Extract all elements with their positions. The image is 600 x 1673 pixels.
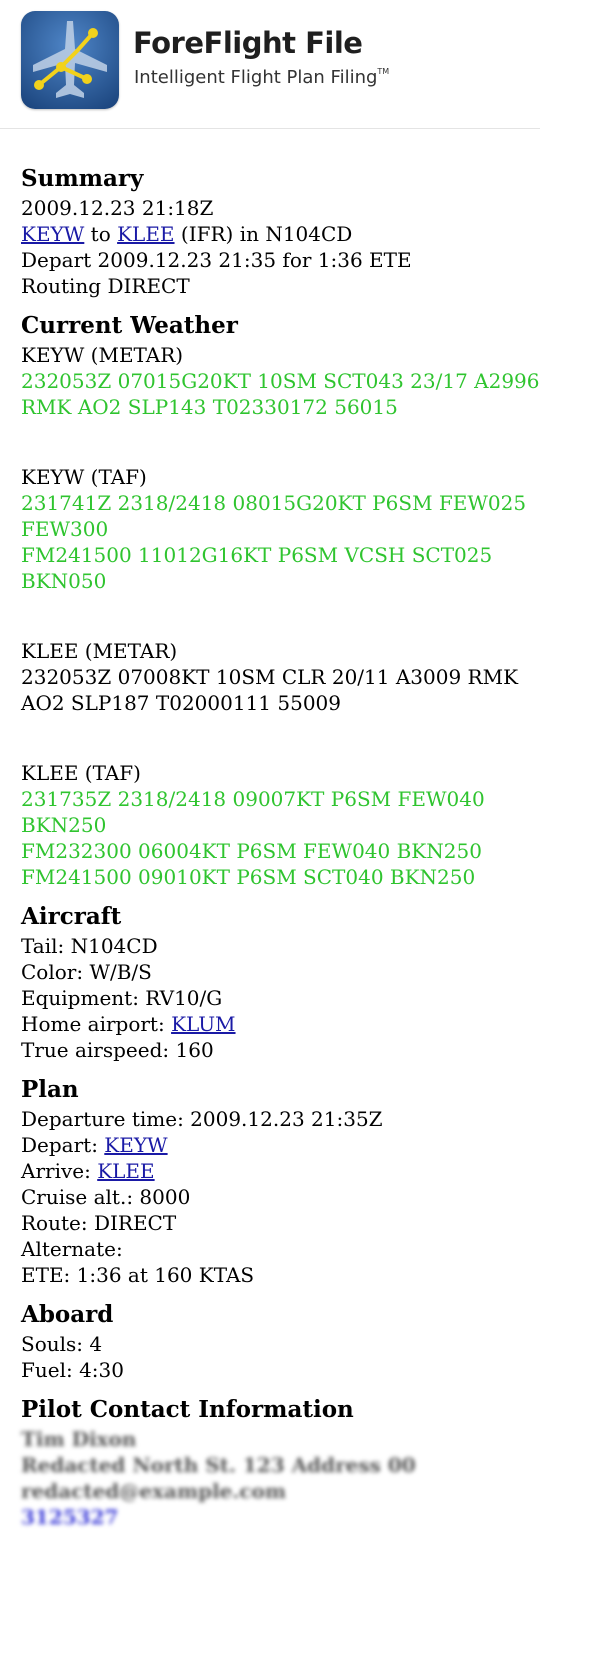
plan-cruise: Cruise alt.: 8000 — [21, 1185, 191, 1209]
aircraft-heading: Aircraft — [21, 903, 122, 930]
summary-heading: Summary — [21, 165, 144, 192]
plan-arrive-label: Arrive: — [21, 1159, 98, 1183]
weather-report-line: RMK AO2 SLP143 T02330172 56015 — [21, 395, 398, 419]
weather-report-line: 231735Z 2318/2418 09007KT P6SM FEW040 — [21, 787, 485, 811]
plan-route: Route: DIRECT — [21, 1211, 177, 1235]
aircraft-tail: Tail: N104CD — [21, 934, 158, 958]
aircraft-tas: True airspeed: 160 — [21, 1038, 214, 1062]
plan-heading: Plan — [21, 1076, 79, 1103]
weather-report-label: KEYW (METAR) — [21, 343, 184, 367]
plan-arrive — [21, 1158, 581, 1184]
pilot-name: Tim Dixon — [21, 1427, 137, 1451]
aircraft-home-airport — [21, 1011, 581, 1037]
home-airport-link[interactable]: KLUM — [171, 1012, 236, 1036]
destination-airport-link[interactable]: KLEE — [117, 222, 175, 246]
plan-departure-time: Departure time: 2009.12.23 21:35Z — [21, 1107, 383, 1131]
plan-depart-link[interactable]: KEYW — [104, 1133, 168, 1157]
plan-ete: ETE: 1:36 at 160 KTAS — [21, 1263, 255, 1287]
weather-report-line: BKN050 — [21, 569, 107, 593]
origin-airport-link[interactable]: KEYW — [21, 222, 85, 246]
home-airport-label: Home airport: — [21, 1012, 172, 1036]
weather-report-line: AO2 SLP187 T02000111 55009 — [21, 691, 342, 715]
weather-heading: Current Weather — [21, 312, 238, 339]
aboard-souls: Souls: 4 — [21, 1332, 103, 1356]
summary-timestamp: 2009.12.23 21:18Z — [21, 196, 214, 220]
aircraft-equipment: Equipment: RV10/G — [21, 986, 223, 1010]
plan-depart — [21, 1132, 581, 1158]
weather-report-label: KLEE (METAR) — [21, 639, 178, 663]
summary-route — [21, 221, 581, 247]
aboard-heading: Aboard — [21, 1301, 114, 1328]
weather-report-line: BKN250 — [21, 813, 107, 837]
summary-routing: Routing DIRECT — [21, 274, 190, 298]
app-header — [0, 0, 540, 129]
weather-report-line: FM241500 09010KT P6SM SCT040 BKN250 — [21, 865, 476, 889]
weather-report-line: FM232300 06004KT P6SM FEW040 BKN250 — [21, 839, 482, 863]
aboard-fuel: Fuel: 4:30 — [21, 1358, 124, 1382]
brand-subtitle — [134, 67, 389, 88]
summary-depart: Depart 2009.12.23 21:35 for 1:36 ETE — [21, 248, 412, 272]
trademark-mark: TM — [377, 67, 390, 76]
airplane-route-icon — [21, 11, 119, 109]
route-to-word: to — [84, 222, 118, 246]
brand-subtitle-text: Intelligent Flight Plan Filing — [134, 67, 378, 88]
weather-report-line: 232053Z 07015G20KT 10SM SCT043 23/17 A2996 — [21, 369, 540, 393]
pilot-email: redacted@example.com — [21, 1479, 287, 1503]
pilot-phone-link[interactable]: 3125327 — [21, 1505, 119, 1529]
weather-report-label: KLEE (TAF) — [21, 761, 141, 785]
brand-title: ForeFlight File — [133, 26, 363, 60]
weather-report-line: FEW300 — [21, 517, 109, 541]
pilot-address: Redacted North St. 123 Address 00 — [21, 1453, 416, 1477]
weather-report-label: KEYW (TAF) — [21, 465, 147, 489]
weather-report-line: FM241500 11012G16KT P6SM VCSH SCT025 — [21, 543, 493, 567]
weather-report-line: 232053Z 07008KT 10SM CLR 20/11 A3009 RMK — [21, 665, 519, 689]
flight-rules: (IFR) in N104CD — [174, 222, 353, 246]
weather-report-line: 231741Z 2318/2418 08015G20KT P6SM FEW025 — [21, 491, 527, 515]
plan-arrive-link[interactable]: KLEE — [97, 1159, 155, 1183]
plan-alternate: Alternate: — [21, 1237, 123, 1261]
aircraft-color: Color: W/B/S — [21, 960, 152, 984]
flight-plan-content — [21, 162, 581, 1530]
plan-depart-label: Depart: — [21, 1133, 105, 1157]
pilot-heading: Pilot Contact Information — [21, 1396, 354, 1423]
